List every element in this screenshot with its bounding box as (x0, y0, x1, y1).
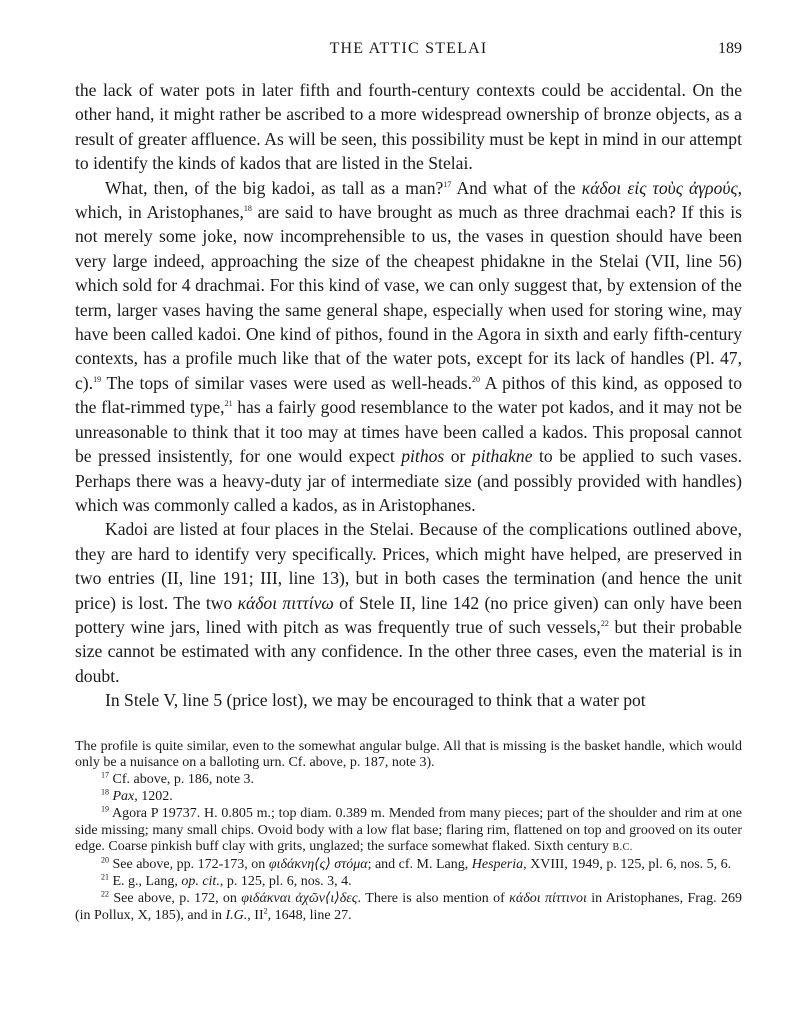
page (75, 30, 742, 924)
footnote-17: $^{17}$ Cf. above, p. 186, note 3. (101, 770, 255, 788)
footnote-20: $^{20}$ See above, pp. 172-173, on φιδάκνη⟨ς⟩ στόμα; and cf. M. Lang, Hesperia, XVIII, 1949, p. 125, pl. 6, nos. 5, 6. (101, 855, 732, 873)
page-header (75, 30, 742, 64)
footnote-ref-20: 20 (471, 375, 480, 385)
footnote-ref-21: 21 (224, 399, 233, 409)
footnote-ref-18: 18 (243, 204, 252, 214)
term-pithos: pithos (401, 446, 445, 467)
footnote-21: $^{21}$ E. g., Lang, op. cit., p. 125, pl. 6, nos. 3, 4. (101, 872, 352, 889)
footnote-22: $^{22}$ See above, p. 172, on φιδάκναι ἀχῶν⟨ι⟩δες. There is also mention of κάδοι πίττινοι in Aristophanes, Frag. 269 (in Pollux, X, 185), and in I.G., $II^2$, 1648, line 27. (75, 889, 743, 923)
body-text (75, 78, 742, 713)
footnotes (75, 739, 742, 925)
paragraph-3: Kadoi are listed at four places in the Stelai. Because of the complications outlined above, they are hard to identify very specifically. Prices, which might have helped, are preserved in two entries (II, line 191; III, line 13), but in both cases the termination (and hence the unit price) is lost. The two κάδοι πιττίνω of Stele II, line 142 (no price given) can only have been pottery wine jars, lined with pitch as was frequently true of such vessels,$^{22}$ but their probable size cannot be estimated with any confidence. In the other three cases, even the material is in doubt. (75, 519, 742, 686)
footnote-ref-19: 19 (93, 375, 102, 385)
footnote-continuation: The profile is quite similar, even to the somewhat angular bulge. All that is missing is the basket handle, which would only be a nuisance on a balloting urn. Cf. above, p. 187, note 3). (75, 738, 742, 771)
greek-phrase: κάδοι πιττίνω (237, 592, 334, 613)
greek-phrase: κάδοι εἰς τοὺς ἀγρούς (581, 177, 738, 198)
term-pithakne: pithakne (471, 446, 533, 467)
page-number: 189 (718, 40, 742, 57)
paragraph-2: What, then, of the big kadoi, as tall as a man?$^{17}$ And what of the κάδοι εἰς τοὺς ἀγρούς, which, in Aristophanes,$^{18}$ are said to have brought as much as three drachmai each? If this is not merely some joke, now incomprehensible to us, the vases in question should have been very large indeed, approaching the size of the cheapest phidakne in the Stelai (VII, line 56) which sold for 4 drachmai. For this kind of vase, we can only suggest that, by extension of the term, larger vases having the same general shape, especially when used for storing wine, may have been called kadoi. One kind of pithos, found in the Agora in sixth and early fifth-century contexts, has a profile much like that of the water pots, except for its lack of handles (Pl. 47, c).$^{19}$ The tops of similar vases were used as well-heads.$^{20}$ A pithos of this kind, as opposed to the flat-rimmed type,$^{21}$ has a fairly good resemblance to the water pot kados, and it may not be unreasonable to think that it too may at times have been called a kados. This proposal cannot be pressed insistently, for one would expect pithos or pithakne to be applied to such vases. Perhaps there was a heavy-duty jar of intermediate size (and possibly provided with handles) which was commonly called a kados, as in Aristophanes. (75, 177, 743, 515)
paragraph-4: In Stele V, line 5 (price lost), we may be encouraged to think that a water pot (105, 690, 646, 711)
running-title: THE ATTIC STELAI (329, 40, 488, 57)
footnote-18: $^{18}$ Pax, 1202. (101, 787, 173, 804)
footnote-ref-22: 22 (600, 619, 609, 629)
footnote-19: $^{19}$ Agora P 19737. H. 0.805 m.; top diam. 0.389 m. Mended from many pieces; part of the shoulder and rim at one side missing; many small chips. Ovoid body with a low flat base; flaring rim, flattened on top and grooved on its outer edge. Coarse pinkish buff clay with grits, unglazed; the surface somewhat flaked. Sixth century B.C. (75, 804, 742, 855)
footnote-ref-17: 17 (443, 179, 452, 189)
paragraph-1: the lack of water pots in later fifth and fourth-century contexts could be accidental. On the other hand, it might rather be ascribed to a more widespread ownership of bronze objects, as a result of greater affluence. As will be seen, this possibility must be kept in mind in our attempt to identify the kinds of kados that are listed in the Stelai. (75, 80, 742, 174)
